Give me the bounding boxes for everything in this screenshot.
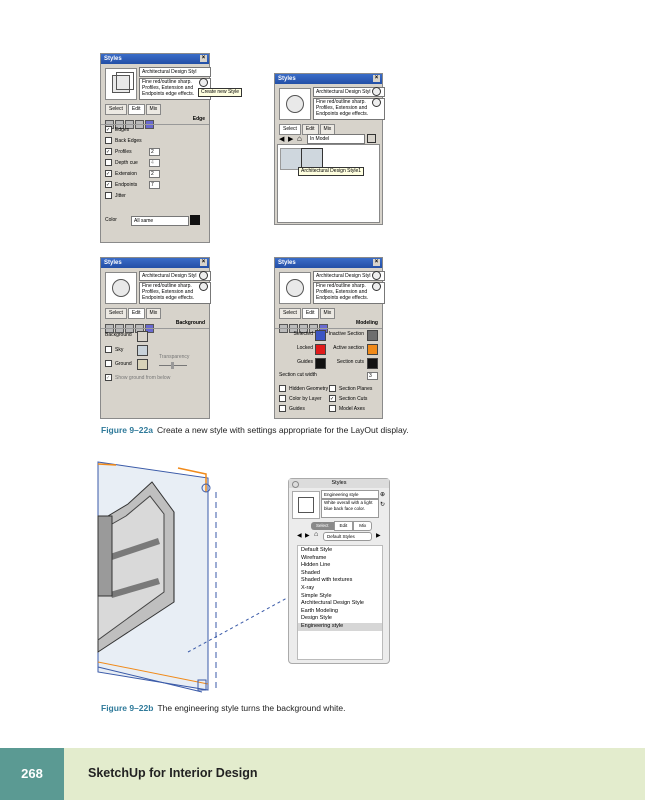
style-description-field[interactable]: White overall with a light blue back face color.	[321, 499, 379, 518]
create-style-icon[interactable]	[372, 271, 381, 280]
panel-tabs	[279, 308, 336, 317]
list-item[interactable]: Shaded	[301, 569, 320, 576]
panel-title: Styles	[278, 260, 296, 266]
section-width-label: Section cut width	[279, 372, 317, 378]
style-name-field[interactable]: Architectural Design Styl	[313, 271, 385, 281]
tab-edit[interactable]: Edit	[302, 124, 319, 135]
check-endpoints[interactable]: ✓ Endpoints	[106, 181, 138, 188]
panel-title: Styles	[278, 76, 296, 82]
check-label: Jitter	[115, 192, 126, 199]
update-style-icon[interactable]	[372, 282, 381, 291]
inactive-section-swatch[interactable]	[367, 330, 378, 341]
tab-mix[interactable]: Mix	[320, 308, 336, 319]
check-sky[interactable]	[105, 346, 123, 354]
style-name-field[interactable]: Engineering style	[321, 490, 379, 499]
check-label: Guides	[289, 405, 305, 412]
list-item[interactable]: Design Style	[301, 615, 332, 622]
styles-panel-background	[100, 257, 210, 419]
tab-edit[interactable]: Edit	[302, 308, 319, 319]
caption-text: The engineering style turns the background white.	[157, 703, 346, 713]
check-extension[interactable]: ✓ Extension	[106, 170, 137, 177]
styles-panel-select	[274, 73, 383, 225]
active-section-swatch[interactable]	[367, 344, 378, 355]
check-label: Section Planes	[339, 385, 373, 392]
styles-panel-modeling	[274, 257, 383, 419]
create-style-icon[interactable]: ⊕	[380, 492, 386, 498]
check-label: Show ground from below	[115, 374, 171, 381]
tab-mix[interactable]: Mix	[146, 308, 162, 319]
update-style-icon[interactable]	[372, 98, 381, 107]
update-style-icon[interactable]	[199, 78, 208, 87]
panel-titlebar[interactable]	[275, 258, 382, 268]
figure-caption-b	[101, 703, 346, 713]
caption-text: Create a new style with settings appropriate for the LayOut display.	[156, 425, 409, 435]
check-label: Model Axes	[339, 405, 365, 412]
check-label: Back Edges	[115, 137, 142, 144]
check-section-cuts[interactable]: ✓ Section Cuts	[330, 395, 368, 402]
figure-label: Figure 9–22a	[101, 425, 153, 435]
panel-tabs	[105, 308, 162, 317]
style-name-field[interactable]: Architectural Design Styl	[313, 87, 385, 97]
section-label: Background	[175, 320, 205, 326]
style-description-field[interactable]: Fine red/outline sharp. Profiles, Extension and Endpoints edge effects.	[139, 282, 211, 304]
selected-label: Selected	[293, 331, 313, 337]
list-item[interactable]: Hidden Line	[301, 562, 331, 569]
back-icon[interactable]: ◀	[297, 533, 302, 539]
tab-select[interactable]: Select	[105, 308, 127, 319]
panel-title: Styles	[104, 56, 122, 62]
check-label: Ground	[115, 360, 132, 367]
background-swatch[interactable]	[137, 331, 148, 342]
check-hidden-geometry[interactable]	[279, 385, 328, 393]
panel-title: Styles	[331, 480, 347, 486]
section-cuts-label: Section cuts	[336, 359, 364, 365]
tab-mix[interactable]: Mix	[320, 124, 336, 135]
selected-swatch[interactable]	[315, 330, 326, 341]
check-label: Sky	[115, 346, 124, 353]
color-swatch[interactable]	[190, 215, 200, 225]
section-label: Modeling	[356, 320, 378, 326]
close-icon[interactable]: ×	[201, 259, 206, 265]
collection-dropdown[interactable]: In Model	[307, 134, 365, 144]
transparency-label: Transparency	[159, 354, 190, 360]
profiles-input[interactable]: 2	[149, 148, 160, 156]
panel-tabs	[279, 124, 336, 133]
style-thumbnail	[105, 68, 137, 100]
depth-cue-input[interactable]: 4	[149, 159, 160, 167]
check-ground[interactable]	[105, 360, 132, 368]
edit-icons	[105, 320, 155, 327]
panel-titlebar[interactable]	[275, 74, 382, 84]
locked-label: Locked	[296, 345, 313, 351]
list-item[interactable]: Default Style	[301, 547, 333, 553]
tab-mix[interactable]: Mix	[353, 521, 372, 531]
color-select[interactable]: All same	[131, 216, 189, 226]
panel-tabs	[311, 521, 372, 529]
tab-select[interactable]: Select	[279, 308, 301, 319]
close-icon[interactable]: ×	[374, 259, 379, 265]
update-style-icon[interactable]: ↻	[380, 502, 386, 508]
locked-swatch[interactable]	[315, 344, 326, 355]
figure-caption-a	[101, 425, 409, 435]
details-icon[interactable]	[367, 134, 376, 143]
list-item[interactable]: Earth Modeling	[301, 607, 338, 614]
close-icon[interactable]	[292, 481, 299, 488]
list-item[interactable]: Architectural Design Style	[301, 600, 364, 607]
extension-input[interactable]: 2	[149, 170, 160, 178]
section-cuts-swatch[interactable]	[367, 358, 378, 369]
list-item-selected[interactable]: Engineering style	[298, 623, 382, 631]
guides-label: Guides	[297, 359, 313, 365]
styles-panel-mac	[288, 478, 390, 664]
tab-mix[interactable]: Mix	[146, 104, 162, 115]
panel-titlebar[interactable]	[101, 54, 209, 64]
tab-edit[interactable]: Edit	[128, 104, 145, 115]
check-label: Hidden Geometry	[289, 385, 329, 392]
section-label: Edge	[192, 116, 205, 122]
close-icon[interactable]: ×	[374, 75, 379, 81]
close-icon[interactable]: ×	[201, 55, 206, 61]
check-label: Extension	[115, 170, 137, 177]
panel-tabs	[105, 104, 162, 113]
check-label: Depth cue	[115, 159, 138, 166]
tab-select[interactable]: Select	[105, 104, 127, 115]
create-style-icon[interactable]	[372, 87, 381, 96]
guides-swatch[interactable]	[315, 358, 326, 369]
list-item[interactable]: X-ray	[301, 584, 315, 591]
tab-select[interactable]: Select	[311, 522, 334, 530]
panel-title: Styles	[104, 260, 122, 266]
check-back-edges[interactable]	[105, 137, 142, 145]
tab-edit[interactable]: Edit	[128, 308, 145, 319]
panel-titlebar[interactable]	[289, 479, 389, 488]
style-description-field[interactable]: Fine red/outline sharp. Profiles, Extension and Endpoints edge effects.	[313, 98, 385, 120]
list-item[interactable]: Wireframe	[301, 554, 327, 561]
style-thumbnail	[279, 272, 311, 304]
endpoints-input[interactable]: 7	[149, 181, 160, 189]
list-item[interactable]: Shaded with textures	[301, 577, 353, 584]
details-icon[interactable]: ▶	[376, 533, 381, 539]
background-label: Background	[105, 332, 132, 338]
list-item[interactable]: Simple Style	[301, 592, 332, 599]
check-model-axes[interactable]	[329, 405, 365, 413]
tab-select[interactable]: Select	[279, 124, 301, 135]
page-number-block	[0, 748, 64, 800]
color-label: Color	[105, 217, 117, 223]
ground-swatch[interactable]	[137, 359, 148, 370]
check-show-ground[interactable]: ✓ Show ground from below	[106, 374, 171, 381]
style-description-field[interactable]: Fine red/outline sharp. Profiles, Extension and Endpoints edge effects.	[313, 282, 385, 304]
style-thumbnail	[105, 272, 137, 304]
slider-thumb[interactable]	[171, 362, 174, 369]
check-label: Profiles	[115, 148, 132, 155]
check-label: Color by Layer	[289, 395, 322, 402]
check-depth-cue[interactable]	[105, 159, 138, 167]
forward-icon[interactable]: ▶	[305, 533, 310, 539]
book-title: SketchUp for Interior Design	[88, 766, 258, 780]
tooltip: Architectural Design Style1	[298, 167, 364, 176]
check-jitter[interactable]	[105, 192, 126, 200]
check-label: Edges	[115, 126, 130, 133]
check-section-planes[interactable]	[329, 385, 372, 393]
style-name-field[interactable]: Architectural Design Styl	[139, 67, 211, 77]
forward-icon[interactable]: ▶	[288, 136, 294, 143]
edit-icons	[105, 116, 155, 123]
tab-edit[interactable]: Edit	[334, 521, 354, 531]
style-list-area	[277, 144, 380, 223]
panel-titlebar[interactable]	[101, 258, 209, 268]
check-edges[interactable]: ✓ Edges	[106, 126, 130, 133]
update-style-icon[interactable]	[199, 282, 208, 291]
check-profiles[interactable]: ✓ Profiles	[106, 148, 132, 155]
tooltip: Create new Style	[198, 88, 242, 97]
edit-icons	[279, 320, 329, 327]
active-section-label: Active section	[333, 345, 364, 351]
style-thumbnail	[279, 88, 311, 120]
sky-swatch[interactable]	[137, 345, 148, 356]
check-guides[interactable]	[279, 405, 305, 413]
home-icon[interactable]: ⌂	[314, 531, 319, 538]
home-icon[interactable]: ⌂	[297, 134, 302, 143]
styles-panel-edge	[100, 53, 240, 243]
section-width-input[interactable]: 3	[367, 372, 378, 380]
back-icon[interactable]: ◀	[279, 136, 285, 143]
collection-dropdown[interactable]: Default Styles	[323, 532, 372, 541]
page-number: 268	[21, 766, 43, 781]
style-thumbnail	[292, 491, 320, 519]
check-label: Section Cuts	[339, 395, 368, 402]
style-description-field[interactable]: Fine red/outline sharp. Profiles, Extension and Endpoints edge effects.	[139, 78, 211, 100]
style-list	[297, 545, 383, 660]
check-color-by-layer[interactable]	[279, 395, 322, 403]
figure-label: Figure 9–22b	[101, 703, 154, 713]
style-name-field[interactable]: Architectural Design Styl	[139, 271, 211, 281]
create-style-icon[interactable]	[199, 271, 208, 280]
inactive-section-label: Inactive Section	[328, 331, 364, 337]
check-label: Endpoints	[115, 181, 138, 188]
